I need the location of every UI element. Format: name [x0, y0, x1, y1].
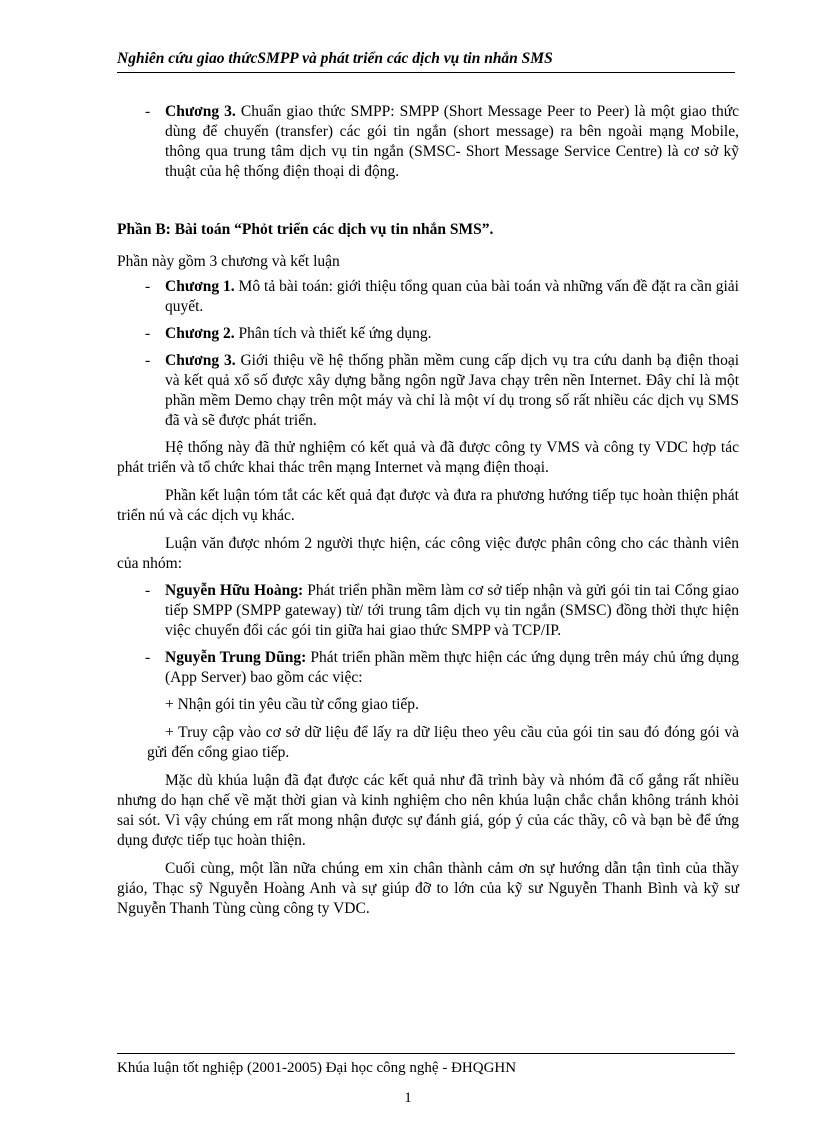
bullet-dash: -	[145, 582, 151, 599]
bullet-dash: -	[145, 278, 151, 295]
part-a-chapter-3	[117, 102, 739, 182]
member-name: Nguyễn Trung Dũng:	[165, 649, 307, 666]
bullet-dash: -	[145, 103, 151, 120]
paragraph-5: Cuối cùng, một lần nữa chúng em xin chân thành cảm ơn sự hướng dẫn tận tình của thầy giáo, Thạc sỹ Nguyễn Hoàng Anh và sự giúp đỡ to lớn của kỹ sư Nguyễn Thanh Bình và kỹ sư Nguyễn Thanh Tùng cùng công ty VDC.	[117, 860, 739, 917]
chapter-label: Chương 3.	[165, 352, 236, 369]
member-task: Phát triển phần mềm thực hiện các ứng dụng trên máy chủ ứng dụng (App Server) bao gồm các việc:	[165, 649, 739, 686]
page-body	[117, 102, 739, 919]
header-rule	[117, 72, 735, 73]
chapter-label: Chương 2.	[165, 325, 235, 342]
chapter-text: Giới thiệu về hệ thống phần mềm cung cấp dịch vụ tra cứu danh bạ điện thoại và kết quả xổ số được xây dựng bằng ngôn ngữ Java chạy trên nền Internet. Đây chỉ là một phần mềm Demo chạy trên một máy và chỉ là một ví dụ trong số rất nhiều các dịch vụ SMS đã và sẽ được phát triển.	[165, 352, 739, 429]
paragraph-2: Phần kết luận tóm tắt các kết quả đạt được và đưa ra phương hướng tiếp tục hoàn thiện phát triển nú và các dịch vụ khác.	[117, 487, 739, 524]
part-b-chapter-2	[117, 324, 739, 344]
paragraph-3: Luận văn được nhóm 2 người thực hiện, các công việc được phân công cho các thành viên của nhóm:	[117, 535, 739, 572]
part-b-intro: Phần này gồm 3 chương và kết luận	[117, 253, 340, 270]
task-1: + Nhận gói tin yêu cầu từ cổng giao tiếp.	[165, 696, 419, 713]
page-footer: Khúa luận tốt nghiệp (2001-2005) Đại học công nghệ - ĐHQGHN	[117, 1060, 517, 1076]
part-b-heading: Phần B: Bài toán “Phỏt triển các dịch vụ tin nhắn SMS”.	[117, 221, 494, 238]
chapter-label: Chương 3.	[165, 103, 236, 120]
task-2: + Truy cập vào cơ sở dữ liệu để lấy ra dữ liệu theo yêu cầu của gói tin sau đó đóng gói và gửi đến cổng giao tiếp.	[147, 724, 739, 761]
member-dung	[117, 648, 739, 688]
chapter-text: Phân tích và thiết kế ứng dụng.	[234, 325, 432, 342]
part-b-chapter-3	[117, 351, 739, 431]
bullet-dash: -	[145, 352, 151, 369]
bullet-dash: -	[145, 325, 151, 342]
member-task: Phát triển phần mềm làm cơ sở tiếp nhận và gửi gói tin tai Cổng giao tiếp SMPP (SMPP gateway) từ/ tới trung tâm dịch vụ tin ngắn (SMSC) đồng thời thực hiện việc chuyển đổi các gói tin giữa hai giao thức SMPP và TCP/IP.	[165, 582, 739, 639]
chapter-text: Chuẩn giao thức SMPP: SMPP (Short Message Peer to Peer) là một giao thức dùng để chuyển (transfer) các gói tin ngắn (short message) ra bên ngoài mạng Mobile, thông qua trung tâm dịch vụ tin ngắn (SMSC- Short Message Service Centre) là cơ sở kỹ thuật của hệ thống điện thoại di động.	[165, 103, 739, 180]
part-b-chapter-1	[117, 277, 739, 317]
member-name: Nguyễn Hữu Hoàng:	[165, 582, 304, 599]
page-number: 1	[404, 1090, 412, 1106]
paragraph-1: Hệ thống này đã thử nghiệm có kết quả và đã được công ty VMS và công ty VDC hợp tác phát triển và tổ chức khai thác trên mạng Internet và mạng điện thoại.	[117, 439, 739, 476]
bullet-dash: -	[145, 649, 151, 666]
paragraph-4: Mặc dù khúa luận đã đạt được các kết quả như đã trình bày và nhóm đã cố gắng rất nhiều nhưng do hạn chế về mặt thời gian và kinh nghiệm cho nên khúa luận chắc chắn không tránh khỏi sai sót. Vì vậy chúng em rất mong nhận được sự đánh giá, góp ý của các thầy, cô và bạn bè để ứng dụng được tiếp tục hoàn thiện.	[117, 772, 739, 849]
footer-rule	[117, 1053, 735, 1054]
chapter-label: Chương 1.	[165, 278, 235, 295]
member-hoang	[117, 581, 739, 641]
page-header: Nghiên cứu giao thứcSMPP và phát triển các dịch vụ tin nhắn SMS	[117, 50, 553, 67]
chapter-text: Mô tả bài toán: giới thiệu tổng quan của bài toán và những vấn đề đặt ra cần giải quyết.	[165, 278, 739, 315]
